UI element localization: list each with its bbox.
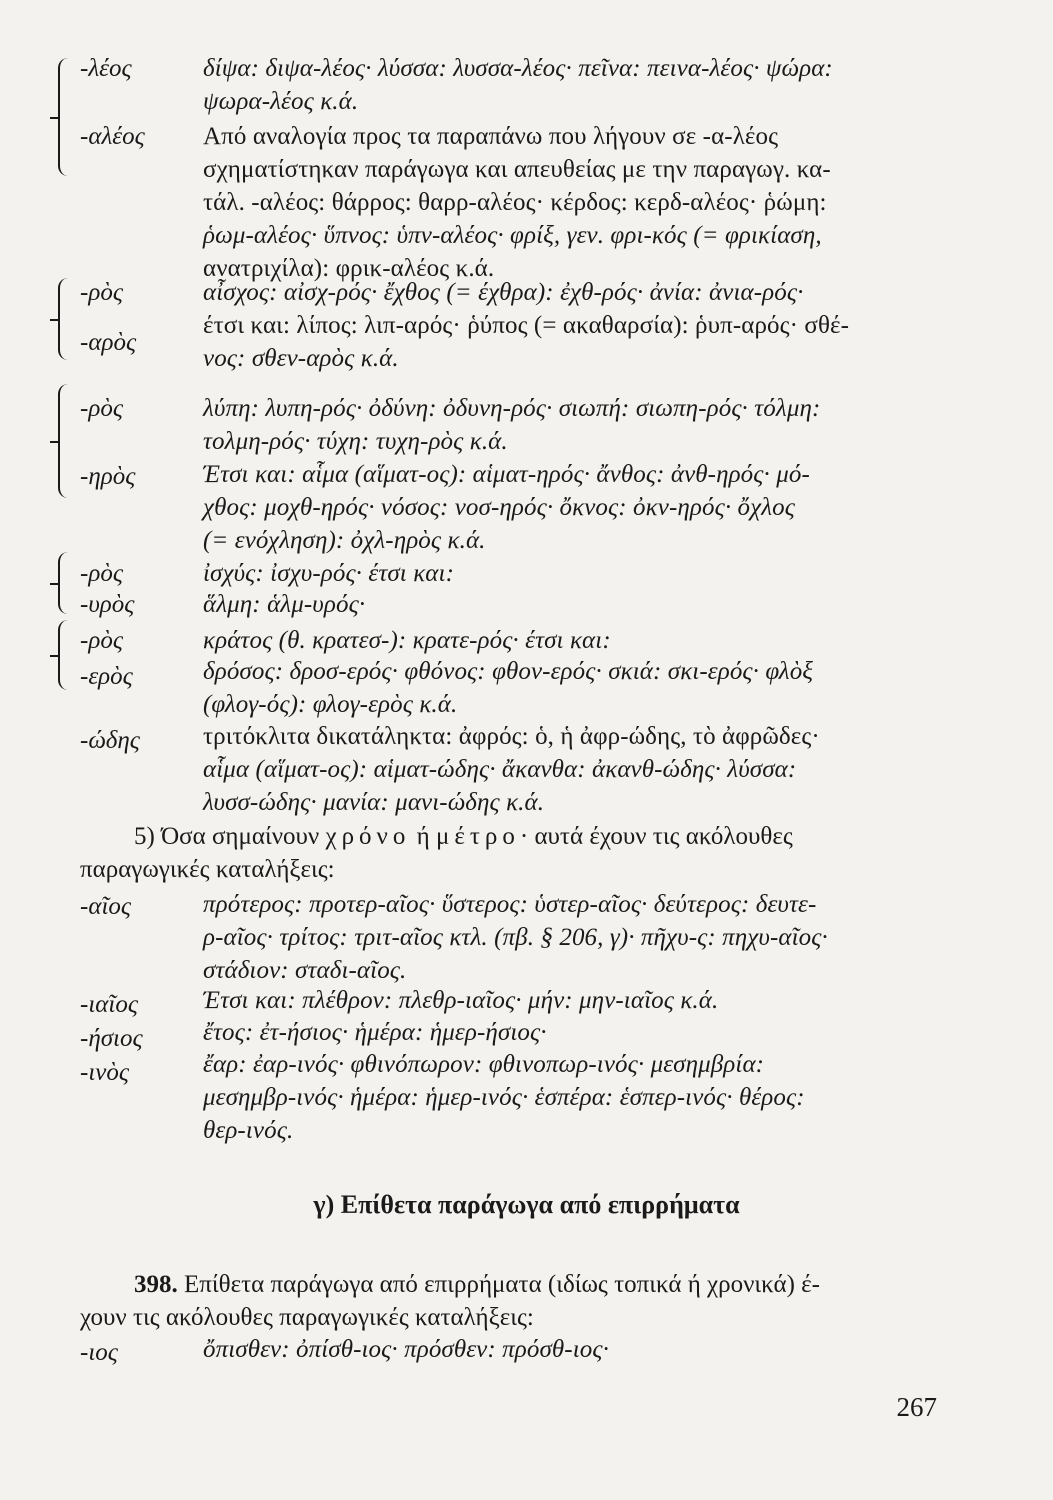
entry-line: ψωρα-λέος κ.ά. [203, 88, 359, 115]
suffix-label: -ήσιος [80, 1025, 143, 1052]
suffix-label: -ώδης [80, 727, 140, 754]
entry-line: ἔτος: ἐτ-ήσιος· ἡμέρα: ἡμερ-ήσιος· [203, 1019, 547, 1046]
entry-line: στάδιον: σταδι-αῖος. [203, 957, 407, 984]
suffix-label: -λέος [80, 55, 132, 82]
paragraph-line: χουν τις ακόλουθες παραγωγικές καταλήξεις: [80, 1304, 534, 1331]
entry-line: τάλ. -αλέος: θάρρος: θαρρ-αλέος· κέρδος: κερδ-αλέος· ῥώμη: [203, 189, 827, 216]
section-number: 398. [134, 1271, 178, 1298]
paragraph-text: 5) Όσα σημαίνουν [134, 823, 320, 850]
entry-line: έτσι και: λίπος: λιπ-αρός· ῥύπος (= ακαθαρσία): ῥυπ-αρός· σθέ- [203, 312, 850, 339]
paragraph-text: · αυτά έχουν τις ακόλουθες [519, 823, 793, 850]
entry-text [203, 309, 938, 375]
suffix-label: -ινὸς [80, 1059, 130, 1086]
suffix-label: -υρὸς [80, 591, 135, 618]
paragraph-line: παραγωγικές καταλήξεις: [80, 856, 335, 883]
entry-text [203, 392, 938, 458]
entry-line: Έτσι και: αἷμα (αἵματ-ος): αἱματ-ηρός· ἄνθος: ἀνθ-ηρός· μό- [203, 461, 810, 488]
entry-line: δρόσος: δροσ-ερός· φθόνος: φθον-ερός· σκιά: σκι-ερός· φλὸξ [203, 658, 814, 685]
section-398 [80, 1268, 938, 1334]
entry-line: πρότερος: προτερ-αῖος· ὕστερος: ὑστερ-αῖος· δεύτερος: δευτε- [203, 891, 817, 918]
paragraph-line [80, 820, 938, 853]
suffix-label: -ιος [80, 1339, 118, 1366]
entry-line: ῥωμ-αλέος· ὕπνος: ὑπν-αλέος· φρίξ, γεν. φρι-κός (= φρικίαση, [203, 222, 822, 249]
entry-line: τολμη-ρός· τύχη: τυχη-ρὸς κ.ά. [203, 428, 508, 455]
brace-ros-aros [58, 278, 74, 360]
entry-line: ανατριχίλα): φρικ-αλέος κ.ά. [203, 255, 495, 282]
suffix-label: -αρὸς [80, 329, 137, 356]
entry-text [203, 720, 938, 819]
entry-text [203, 888, 938, 987]
entry-text [203, 588, 938, 621]
entry-text [203, 624, 938, 657]
entry-line: λύπη: λυπη-ρός· ὀδύνη: ὀδυνη-ρός· σιωπή: σιωπη-ρός· τόλμη: [203, 395, 821, 422]
entry-line: ἔαρ: ἐαρ-ινός· φθινόπωρον: φθινοπωρ-ινός· μεσημβρία: [203, 1051, 765, 1078]
suffix-label: -ρὸς [80, 627, 123, 654]
entry-text [203, 276, 938, 309]
entry-line: χθος: μοχθ-ηρός· νόσος: νοσ-ηρός· ὄκνος: ὀκν-ηρός· ὄχλος [203, 494, 795, 521]
entry-text [203, 1016, 938, 1049]
entry-text [203, 52, 938, 118]
entry-line: νος: σθεν-αρὸς κ.ά. [203, 345, 399, 372]
entry-text [203, 458, 938, 557]
paragraph-text: Επίθετα παράγωγα από επιρρήματα (ιδίως τοπικά ή χρονικά) έ- [184, 1271, 820, 1298]
paragraph-5 [80, 820, 938, 886]
entry-line: ρ-αῖος· τρίτος: τριτ-αῖος κτλ. (πβ. § 206, γ)· πῆχυ-ς: πηχυ-αῖος· [203, 924, 828, 951]
paragraph-text: ή [416, 823, 430, 850]
suffix-label: -ιαῖος [80, 991, 138, 1018]
suffix-label: -ρὸς [80, 279, 123, 306]
entry-line: αἶσχος: αἰσχ-ρός· ἔχθος (= έχθρα): ἐχθ-ρός· ἀνία: ἀνια-ρός· [203, 279, 804, 306]
suffix-label: -ερὸς [80, 663, 133, 690]
emphasis-text: μέτρο [435, 823, 520, 850]
entry-line: αἷμα (αἵματ-ος): αἱματ-ώδης· ἄκανθα: ἀκανθ-ώδης· λύσσα: [203, 756, 797, 783]
suffix-label: -ρὸς [80, 395, 123, 422]
entry-text [203, 984, 938, 1017]
brace-ros-eros [58, 620, 74, 690]
entry-line: κράτος (θ. κρατεσ-): κρατε-ρός· έτσι και: [203, 627, 611, 654]
entry-line: ὄπισθεν: ὀπίσθ-ιος· πρόσθεν: πρόσθ-ιος· [203, 1336, 609, 1363]
section-heading: γ) Επίθετα παράγωγα από επιρρήματα [313, 1190, 740, 1219]
brace-ros-yros [58, 552, 74, 614]
entry-line: τριτόκλιτα δικατάληκτα: ἀφρός: ὁ, ἡ ἀφρ-ώδης, τὸ ἀφρῶδες· [203, 723, 820, 750]
page-number: 267 [896, 1392, 937, 1422]
entry-text [203, 1048, 938, 1147]
entry-line: Έτσι και: πλέθρον: πλεθρ-ιαῖος· μήν: μην-ιαῖος κ.ά. [203, 987, 719, 1014]
entry-text [203, 1333, 938, 1366]
entry-line: μεσημβρ-ινός· ἡμέρα: ἡμερ-ινός· ἑσπέρα: ἑσπερ-ινός· θέρος: [203, 1084, 805, 1111]
entry-line: (φλογ-ός): φλογ-ερὸς κ.ά. [203, 691, 458, 718]
brace-lesos [58, 58, 74, 176]
entry-line: θερ-ινός. [203, 1117, 294, 1144]
entry-line: λυσσ-ώδης· μανία: μανι-ώδης κ.ά. [203, 789, 545, 816]
suffix-label: -αλέος [80, 123, 145, 150]
suffix-label: -ηρὸς [80, 463, 136, 490]
entry-text [203, 655, 938, 721]
suffix-label: -αῖος [80, 893, 132, 920]
entry-line: Από αναλογία προς τα παραπάνω που λήγουν σε -α-λέος [203, 123, 779, 150]
brace-ros-iros [58, 384, 74, 498]
entry-line: δίψα: διψα-λέος· λύσσα: λυσσα-λέος· πεῖνα: πεινα-λέος· ψώρα: [203, 55, 833, 82]
suffix-label: -ρὸς [80, 560, 123, 587]
entry-line: ἰσχύς: ἰσχυ-ρός· έτσι και: [203, 560, 455, 587]
entry-text [203, 557, 938, 590]
entry-line: (= ενόχληση): ὀχλ-ηρὸς κ.ά. [203, 527, 486, 554]
entry-line: σχηματίστηκαν παράγωγα και απευθείας με την παραγωγ. κα- [203, 156, 831, 183]
emphasis-text: χρόνο [325, 823, 411, 850]
paragraph-line [80, 1268, 938, 1301]
entry-line: ἅλμη: ἁλμ-υρός· [203, 591, 366, 618]
entry-text [203, 120, 938, 285]
